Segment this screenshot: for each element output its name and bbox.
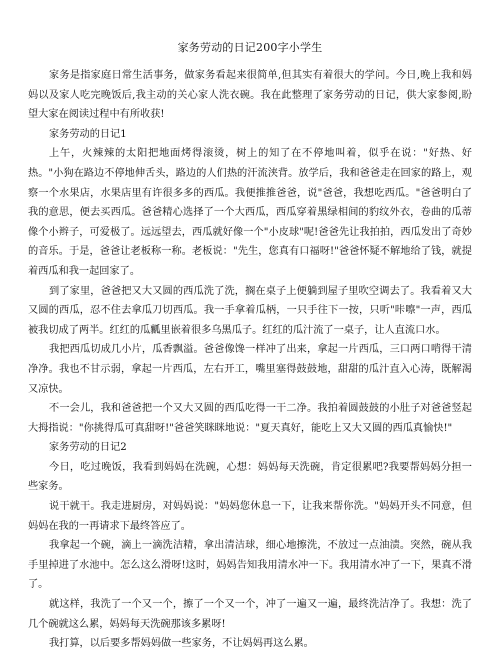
document-title: 家务劳动的日记200字小学生 [177,41,323,54]
paragraph: 家务是指家庭日常生活事务，做家务看起来很简单,但其实有着很大的学问。今日,晚上我和妈妈以及家人吃完晚饭后,我主动的关心家人洗衣碗。我在此整理了家务劳动的日记，供大家参阅,盼望大家在阅读过程中有所收获! [28,70,472,121]
paragraph: 我把西瓜切成几小片，瓜香飘溢。爸爸像馋一样冲了出来，拿起一片西瓜，三口两口啃得干清净净。我也不甘示弱，拿起一片西瓜，左右开工，嘴里塞得鼓鼓地，甜甜的瓜汁直入心涛，既解渴又凉快。 [28,344,472,395]
document-body [28,66,472,654]
section-heading: 家务劳动的日记1 [49,128,127,140]
paragraph: 不一会儿，我和爸爸把一个又大又圆的西瓜吃得一干二净。我拍着圆鼓鼓的小肚子对爸爸竖起大拇指说："你挑得瓜可真甜呀!"爸爸笑眯眯地说："夏天真好，能吃上又大又圆的西瓜真愉快!" [28,403,472,434]
paragraph: 说干就干。我走进厨房，对妈妈说："妈妈您休息一下，让我来帮你洗。"妈妈开头不同意，但妈妈在我的一再请求下最终答应了。 [28,501,472,532]
paragraph: 我拿起一个碗，滴上一滴洗洁精，拿出清洁球，细心地擦洗，不放过一点油渍。突然，碗从我手里掉进了水池中。怎么这么滑呀!这时，妈妈告知我用清水冲一下。我用清水冲了一下，果真不滑了。 [28,540,472,591]
paragraph: 到了家里，爸爸把又大又圆的西瓜洗了洗，搁在桌子上便躺到屋子里吹空调去了。我看着又大又圆的西瓜，忍不住去拿瓜刀切西瓜。我一手拿着瓜柄，一只手往下一按，只听"咔嚓"一声，西瓜被我切成了两半。红红的瓜瓤里嵌着很多乌黑瓜子。红红的瓜汁流了一桌子，让人直流口水。 [28,285,472,336]
paragraph: 就这样，我洗了一个又一个，擦了一个又一个，冲了一遍又一遍，最终洗洁净了。我想：洗了几个碗就这么累，妈妈每天洗碗那该多累呀! [28,599,472,630]
paragraph: 我打算，以后要多帮妈妈做一些家务，不让妈妈再这么累。 [49,638,314,650]
section-heading: 家务劳动的日记2 [49,442,127,454]
paragraph: 今日，吃过晚饭，我看到妈妈在洗碗，心想：妈妈每天洗碗，肯定很累吧?我要帮妈妈分担一些家务。 [28,461,472,493]
paragraph: 上午，火辣辣的太阳把地面烤得滚烫，树上的知了在不停地叫着，似乎在说："好热、好热。"小狗在路边不停地伸舌头，路边的人们热的汗流浃背。放学后，我和爸爸走在回家的路上，观察一个水果店，水果店里有许很多多的西瓜。我便推推爸爸，说"爸爸，我想吃西瓜。"爸爸明白了我的意思，便去买西瓜。爸爸精心选择了一个大西瓜，西瓜穿着黑绿相间的豹纹外衣，卷曲的瓜蒂像个小辫子，可爱极了。远远望去，西瓜就好像一个"小皮球"呢!爸爸先让我拍拍，西瓜发出了奇妙的音乐。于是，爸爸让老板称一称。老板说："先生，您真有口福呀!"爸爸怀疑不解地给了钱，就提着西瓜和我一起回家了。 [28,148,472,277]
